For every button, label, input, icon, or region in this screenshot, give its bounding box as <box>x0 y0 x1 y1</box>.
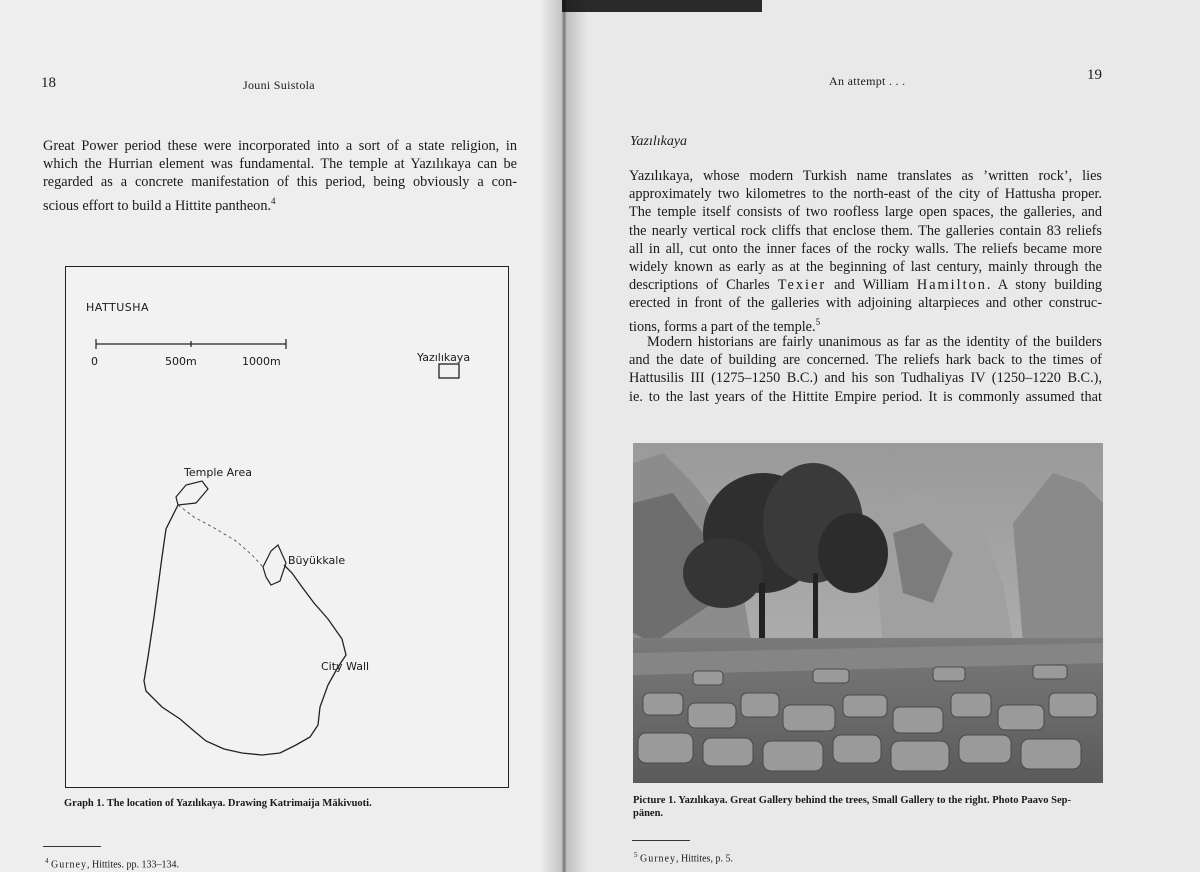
temple-area-label: Temple Area <box>184 466 252 479</box>
text-line: approximately two kilometres to the north-east of the city of Hattusha proper. <box>629 186 1102 203</box>
footnote-number: 4 <box>45 857 49 865</box>
text-line: The temple itself consists of two roofless large open spaces, the galleries, and <box>629 204 1102 221</box>
city-wall-inner <box>178 505 263 567</box>
text-line-content: scious effort to build a Hittite pantheon. <box>43 197 272 214</box>
map-caption: Graph 1. The location of Yazılıkaya. Drawing Katrimaija Mäkivuoti. <box>64 798 372 809</box>
text-line: erected in front of the galleries with adjoining altarpieces and other construc- <box>629 295 1102 312</box>
yazilikaya-marker <box>439 364 459 378</box>
scale-bar <box>96 339 286 349</box>
text-line: all in all, cut onto the inner faces of the rocky walls. The reliefs became more <box>629 240 1102 257</box>
text-line: Hattusilis III (1275–1250 B.C.) and his son Tudhaliyas IV (1250–1220 B.C.), <box>629 370 1102 387</box>
text-fragment: and William <box>826 277 917 294</box>
yazilikaya-label: Yazılıkaya <box>417 351 471 364</box>
scale-label-1000m: 1000m <box>242 355 281 368</box>
footnote-citation: , Hittites, p. 5. <box>676 853 733 865</box>
text-fragment: . A stony building <box>986 277 1102 294</box>
text-line: the nearly vertical rock cliffs that enclose them. The galleries contain 83 reliefs <box>629 222 1102 239</box>
scale-label-500m: 500m <box>165 355 197 368</box>
tree-3 <box>683 538 763 608</box>
temple-area-outline <box>176 481 208 505</box>
section-title: Yazılıkaya <box>630 134 688 149</box>
footnote-citation: , Hittites. pp. 133–134. <box>87 859 179 871</box>
footnote-marker: 4 <box>271 195 276 206</box>
scale-label-0: 0 <box>91 355 98 368</box>
footnote-rule-left <box>43 846 101 847</box>
running-head-left: Jouni Suistola <box>243 78 315 92</box>
footnote-author: Gurney <box>51 859 87 871</box>
text-line: regarded as a concrete manifestation of this period, being obviously a con- <box>43 174 517 191</box>
left-page <box>0 0 562 872</box>
author-name-hamilton: Hamilton <box>916 277 987 294</box>
buyukkale-label: Büyükkale <box>288 554 346 567</box>
page-number-right: 19 <box>1087 67 1102 83</box>
hattusha-location-map <box>65 266 509 788</box>
left-body-paragraph <box>43 137 517 215</box>
tree-trunk <box>759 583 765 643</box>
tree-4 <box>818 513 888 593</box>
page-edge-shadow <box>562 0 762 12</box>
footnote-author: Gurney <box>640 853 676 865</box>
footnote-left <box>45 857 179 870</box>
right-paragraph-1 <box>629 167 1102 336</box>
text-line: Great Power period these were incorporated into a sort of a state religion, in <box>43 138 517 154</box>
text-line: and the date of building are concerned. The reliefs hark back to the times of <box>629 352 1102 369</box>
city-wall-label: City Wall <box>321 660 370 673</box>
right-paragraph-2 <box>629 333 1102 406</box>
caption-line: pänen. <box>633 808 664 819</box>
footnote-right <box>634 851 733 864</box>
text-line: Yazılıkaya, whose modern Turkish name translates as ’written rock’, lies <box>629 168 1102 184</box>
text-line: Modern historians are fairly unanimous as far as the identity of the builders <box>647 334 1102 350</box>
photo-caption <box>633 794 1108 820</box>
map-title: HATTUSHA <box>86 301 150 314</box>
page-number-left: 18 <box>41 75 56 91</box>
tree-trunk <box>813 573 818 643</box>
caption-line: Picture 1. Yazılıkaya. Great Gallery behind the trees, Small Gallery to the right. Photo Paavo Sep- <box>633 795 1071 806</box>
text-line-content: tions, forms a part of the temple. <box>629 318 816 335</box>
photo-rendering <box>633 443 1103 783</box>
map-drawing <box>66 267 510 789</box>
footnote-marker: 5 <box>815 316 821 327</box>
footnote-number: 5 <box>634 851 638 859</box>
text-fragment: descriptions of Charles <box>629 277 778 294</box>
text-line: ie. to the last years of the Hittite Empire period. It is commonly assumed that <box>629 388 1102 405</box>
running-head-right: An attempt . . . <box>829 74 906 88</box>
footnote-rule-right <box>632 840 690 841</box>
text-line: which the Hurrian element was fundamental. The temple at Yazılıkaya can be <box>43 156 517 173</box>
text-line <box>629 276 1102 294</box>
yazilikaya-photo <box>633 443 1103 783</box>
city-wall-outline <box>144 505 346 755</box>
text-line: widely known as early as at the beginning of last century, mainly through the <box>629 259 1102 276</box>
text-line <box>43 192 517 215</box>
author-name-texier: Texier <box>777 277 827 294</box>
buyukkale-outline <box>263 545 286 585</box>
